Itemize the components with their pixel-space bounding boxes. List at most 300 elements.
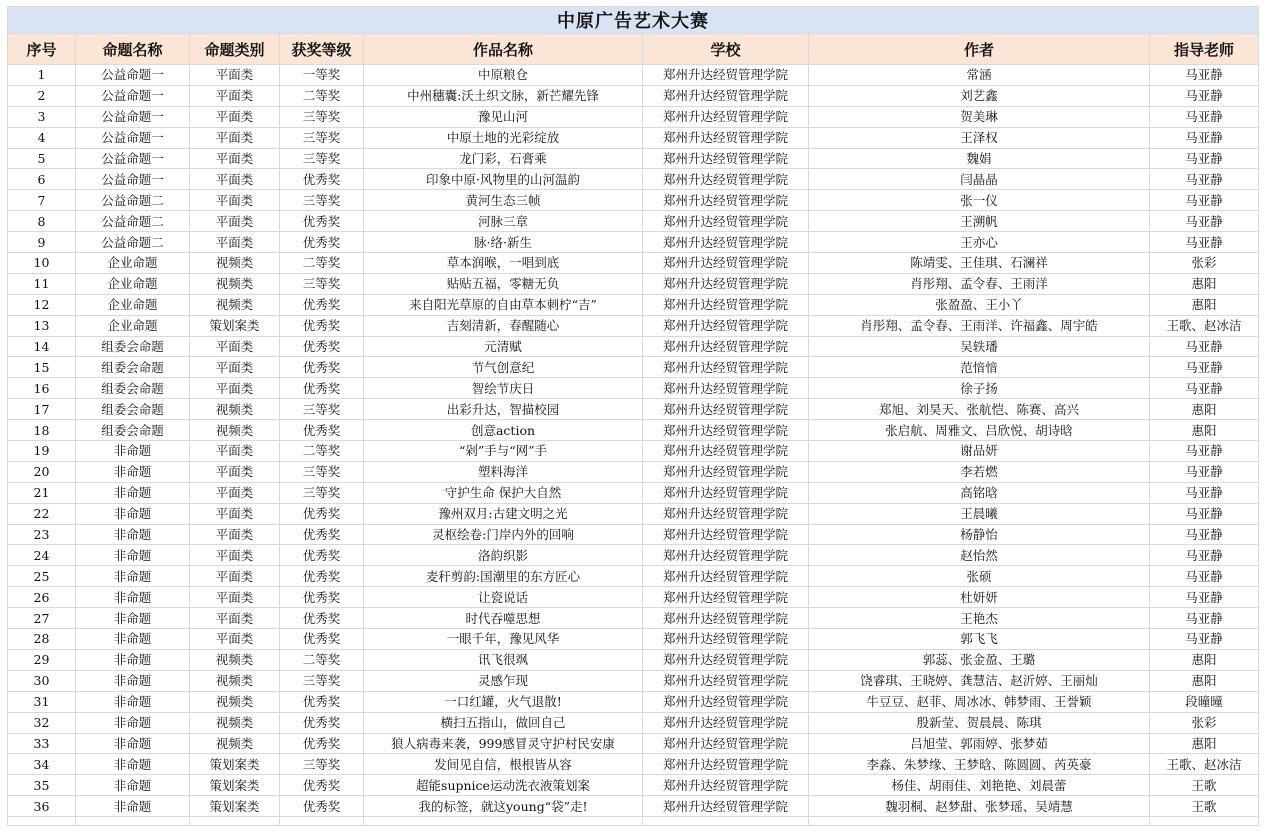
cell-school[interactable]: 郑州升达经贸管理学院: [643, 148, 809, 169]
column-header-authors[interactable]: 作者: [809, 34, 1150, 65]
cell-index[interactable]: 9: [8, 232, 76, 253]
cell-authors[interactable]: 张一仪: [809, 190, 1150, 211]
cell-advisor[interactable]: 张彩: [1150, 712, 1259, 733]
cell-topic-category[interactable]: 视频类: [190, 420, 280, 441]
cell-authors[interactable]: 谢品妍: [809, 441, 1150, 462]
cell-advisor[interactable]: 惠阳: [1150, 420, 1259, 441]
cell-work-title[interactable]: 灵枢绘卷:门岸内外的回响: [364, 524, 643, 545]
cell-school[interactable]: 郑州升达经贸管理学院: [643, 315, 809, 336]
cell-topic-category[interactable]: 平面类: [190, 629, 280, 650]
cell-award-level[interactable]: 三等奖: [280, 399, 364, 420]
cell-topic-name[interactable]: 非命题: [76, 441, 190, 462]
cell-work-title[interactable]: 龙门彩，石膏乘: [364, 148, 643, 169]
cell-advisor[interactable]: 马亚静: [1150, 85, 1259, 106]
cell-award-level[interactable]: 三等奖: [280, 461, 364, 482]
cell-topic-name[interactable]: 企业命题: [76, 315, 190, 336]
cell-work-title[interactable]: 豫见山河: [364, 106, 643, 127]
cell-topic-category[interactable]: 平面类: [190, 336, 280, 357]
cell-topic-category[interactable]: 视频类: [190, 691, 280, 712]
cell-topic-name[interactable]: 非命题: [76, 712, 190, 733]
cell-index[interactable]: 12: [8, 294, 76, 315]
cell-topic-name[interactable]: 非命题: [76, 608, 190, 629]
empty-cell[interactable]: [280, 817, 364, 826]
cell-school[interactable]: 郑州升达经贸管理学院: [643, 503, 809, 524]
cell-work-title[interactable]: 贴贴五福，零糖无负: [364, 273, 643, 294]
cell-index[interactable]: 25: [8, 566, 76, 587]
cell-authors[interactable]: 郑旭、刘昊天、张航恺、陈赛、高兴: [809, 399, 1150, 420]
cell-work-title[interactable]: 一眼千年，豫见风华: [364, 629, 643, 650]
cell-school[interactable]: 郑州升达经贸管理学院: [643, 733, 809, 754]
cell-work-title[interactable]: 创意action: [364, 420, 643, 441]
cell-topic-name[interactable]: 公益命题二: [76, 190, 190, 211]
cell-work-title[interactable]: 我的标签，就这young“袋”走!: [364, 796, 643, 817]
column-header-award-level[interactable]: 获奖等级: [280, 34, 364, 65]
cell-award-level[interactable]: 三等奖: [280, 190, 364, 211]
cell-award-level[interactable]: 二等奖: [280, 85, 364, 106]
cell-advisor[interactable]: 马亚静: [1150, 482, 1259, 503]
cell-index[interactable]: 32: [8, 712, 76, 733]
cell-topic-category[interactable]: 平面类: [190, 211, 280, 232]
cell-authors[interactable]: 杜妍妍: [809, 587, 1150, 608]
cell-award-level[interactable]: 三等奖: [280, 754, 364, 775]
cell-index[interactable]: 35: [8, 775, 76, 796]
cell-authors[interactable]: 范愔愔: [809, 357, 1150, 378]
cell-topic-name[interactable]: 公益命题一: [76, 85, 190, 106]
cell-topic-category[interactable]: 平面类: [190, 169, 280, 190]
cell-topic-category[interactable]: 平面类: [190, 608, 280, 629]
cell-topic-name[interactable]: 非命题: [76, 566, 190, 587]
cell-advisor[interactable]: 马亚静: [1150, 629, 1259, 650]
cell-school[interactable]: 郑州升达经贸管理学院: [643, 629, 809, 650]
cell-topic-category[interactable]: 平面类: [190, 587, 280, 608]
cell-work-title[interactable]: 发间见自信，根根皆从容: [364, 754, 643, 775]
cell-award-level[interactable]: 优秀奖: [280, 524, 364, 545]
cell-topic-category[interactable]: 平面类: [190, 566, 280, 587]
cell-topic-name[interactable]: 组委会命题: [76, 420, 190, 441]
cell-topic-name[interactable]: 公益命题一: [76, 127, 190, 148]
cell-topic-name[interactable]: 非命题: [76, 461, 190, 482]
cell-work-title[interactable]: 塑料海洋: [364, 461, 643, 482]
cell-topic-category[interactable]: 视频类: [190, 670, 280, 691]
empty-cell[interactable]: [190, 817, 280, 826]
cell-authors[interactable]: 李淼、朱梦缘、王梦晗、陈圆圆、芮英豪: [809, 754, 1150, 775]
cell-school[interactable]: 郑州升达经贸管理学院: [643, 190, 809, 211]
cell-topic-category[interactable]: 视频类: [190, 649, 280, 670]
cell-index[interactable]: 19: [8, 441, 76, 462]
column-header-advisor[interactable]: 指导老师: [1150, 34, 1259, 65]
cell-authors[interactable]: 杨静怡: [809, 524, 1150, 545]
cell-index[interactable]: 18: [8, 420, 76, 441]
cell-index[interactable]: 27: [8, 608, 76, 629]
cell-school[interactable]: 郑州升达经贸管理学院: [643, 420, 809, 441]
cell-advisor[interactable]: 惠阳: [1150, 399, 1259, 420]
cell-index[interactable]: 22: [8, 503, 76, 524]
cell-index[interactable]: 15: [8, 357, 76, 378]
cell-index[interactable]: 28: [8, 629, 76, 650]
cell-work-title[interactable]: 讯飞很飒: [364, 649, 643, 670]
cell-topic-category[interactable]: 视频类: [190, 253, 280, 274]
cell-index[interactable]: 26: [8, 587, 76, 608]
cell-advisor[interactable]: 马亚静: [1150, 169, 1259, 190]
cell-topic-category[interactable]: 平面类: [190, 378, 280, 399]
cell-index[interactable]: 23: [8, 524, 76, 545]
cell-work-title[interactable]: 中原土地的光彩绽放: [364, 127, 643, 148]
cell-authors[interactable]: 王溯帆: [809, 211, 1150, 232]
cell-school[interactable]: 郑州升达经贸管理学院: [643, 608, 809, 629]
cell-award-level[interactable]: 三等奖: [280, 106, 364, 127]
cell-topic-name[interactable]: 非命题: [76, 629, 190, 650]
cell-index[interactable]: 31: [8, 691, 76, 712]
cell-authors[interactable]: 魏羽桐、赵梦甜、张梦瑶、吴靖慧: [809, 796, 1150, 817]
cell-topic-category[interactable]: 视频类: [190, 399, 280, 420]
empty-cell[interactable]: [1150, 817, 1259, 826]
cell-authors[interactable]: 李若燃: [809, 461, 1150, 482]
cell-topic-category[interactable]: 策划案类: [190, 754, 280, 775]
cell-authors[interactable]: 杨佳、胡雨佳、刘艳艳、刘晨蕾: [809, 775, 1150, 796]
cell-work-title[interactable]: 横扫五指山，做回自己: [364, 712, 643, 733]
cell-school[interactable]: 郑州升达经贸管理学院: [643, 399, 809, 420]
cell-award-level[interactable]: 优秀奖: [280, 691, 364, 712]
cell-work-title[interactable]: 中州穗囊:沃土织文脉，新芒耀先锋: [364, 85, 643, 106]
cell-school[interactable]: 郑州升达经贸管理学院: [643, 691, 809, 712]
cell-topic-category[interactable]: 平面类: [190, 524, 280, 545]
cell-index[interactable]: 5: [8, 148, 76, 169]
empty-cell[interactable]: [76, 817, 190, 826]
cell-authors[interactable]: 郭飞飞: [809, 629, 1150, 650]
cell-topic-category[interactable]: 平面类: [190, 357, 280, 378]
empty-cell[interactable]: [643, 817, 809, 826]
cell-advisor[interactable]: 马亚静: [1150, 211, 1259, 232]
cell-authors[interactable]: 郭蕊、张金盈、王璐: [809, 649, 1150, 670]
cell-advisor[interactable]: 惠阳: [1150, 670, 1259, 691]
cell-award-level[interactable]: 优秀奖: [280, 378, 364, 399]
cell-authors[interactable]: 王艳杰: [809, 608, 1150, 629]
cell-index[interactable]: 11: [8, 273, 76, 294]
cell-award-level[interactable]: 三等奖: [280, 670, 364, 691]
cell-authors[interactable]: 殷新莹、贺晨晨、陈琪: [809, 712, 1150, 733]
cell-advisor[interactable]: 王歌: [1150, 775, 1259, 796]
cell-topic-name[interactable]: 组委会命题: [76, 378, 190, 399]
cell-school[interactable]: 郑州升达经贸管理学院: [643, 545, 809, 566]
cell-authors[interactable]: 徐子扬: [809, 378, 1150, 399]
cell-advisor[interactable]: 马亚静: [1150, 65, 1259, 86]
cell-topic-name[interactable]: 非命题: [76, 649, 190, 670]
cell-award-level[interactable]: 优秀奖: [280, 315, 364, 336]
cell-advisor[interactable]: 马亚静: [1150, 127, 1259, 148]
cell-index[interactable]: 20: [8, 461, 76, 482]
cell-topic-name[interactable]: 非命题: [76, 524, 190, 545]
cell-topic-name[interactable]: 公益命题一: [76, 148, 190, 169]
cell-work-title[interactable]: 中原粮仓: [364, 65, 643, 86]
cell-topic-name[interactable]: 公益命题二: [76, 211, 190, 232]
cell-advisor[interactable]: 马亚静: [1150, 461, 1259, 482]
cell-award-level[interactable]: 二等奖: [280, 253, 364, 274]
cell-advisor[interactable]: 马亚静: [1150, 545, 1259, 566]
cell-authors[interactable]: 陈靖雯、王佳琪、石澜祥: [809, 253, 1150, 274]
cell-work-title[interactable]: 让瓷说话: [364, 587, 643, 608]
cell-work-title[interactable]: 黄河生态三帧: [364, 190, 643, 211]
column-header-topic-name[interactable]: 命题名称: [76, 34, 190, 65]
cell-work-title[interactable]: 狼人病毒来袭，999感冒灵守护村民安康: [364, 733, 643, 754]
cell-school[interactable]: 郑州升达经贸管理学院: [643, 524, 809, 545]
cell-topic-category[interactable]: 平面类: [190, 441, 280, 462]
cell-advisor[interactable]: 王歌、赵冰洁: [1150, 315, 1259, 336]
cell-advisor[interactable]: 王歌、赵冰洁: [1150, 754, 1259, 775]
cell-authors[interactable]: 赵怡然: [809, 545, 1150, 566]
cell-work-title[interactable]: 节气创意纪: [364, 357, 643, 378]
cell-award-level[interactable]: 优秀奖: [280, 169, 364, 190]
cell-award-level[interactable]: 优秀奖: [280, 712, 364, 733]
empty-cell[interactable]: [364, 817, 643, 826]
cell-topic-name[interactable]: 非命题: [76, 545, 190, 566]
cell-advisor[interactable]: 马亚静: [1150, 357, 1259, 378]
cell-advisor[interactable]: 马亚静: [1150, 503, 1259, 524]
cell-school[interactable]: 郑州升达经贸管理学院: [643, 649, 809, 670]
cell-work-title[interactable]: 麦秆剪韵:国潮里的东方匠心: [364, 566, 643, 587]
cell-topic-name[interactable]: 组委会命题: [76, 336, 190, 357]
cell-award-level[interactable]: 优秀奖: [280, 733, 364, 754]
cell-topic-name[interactable]: 公益命题二: [76, 232, 190, 253]
column-header-topic-category[interactable]: 命题类别: [190, 34, 280, 65]
cell-advisor[interactable]: 马亚静: [1150, 336, 1259, 357]
cell-authors[interactable]: 常涵: [809, 65, 1150, 86]
cell-work-title[interactable]: 印象中原·风物里的山河温韵: [364, 169, 643, 190]
cell-school[interactable]: 郑州升达经贸管理学院: [643, 273, 809, 294]
cell-school[interactable]: 郑州升达经贸管理学院: [643, 754, 809, 775]
cell-topic-category[interactable]: 平面类: [190, 232, 280, 253]
cell-award-level[interactable]: 优秀奖: [280, 566, 364, 587]
cell-topic-name[interactable]: 公益命题一: [76, 169, 190, 190]
cell-topic-name[interactable]: 非命题: [76, 482, 190, 503]
cell-advisor[interactable]: 马亚静: [1150, 587, 1259, 608]
cell-index[interactable]: 33: [8, 733, 76, 754]
cell-index[interactable]: 30: [8, 670, 76, 691]
cell-school[interactable]: 郑州升达经贸管理学院: [643, 775, 809, 796]
cell-topic-name[interactable]: 企业命题: [76, 294, 190, 315]
cell-school[interactable]: 郑州升达经贸管理学院: [643, 169, 809, 190]
cell-work-title[interactable]: “剁”手与“网”手: [364, 441, 643, 462]
cell-award-level[interactable]: 优秀奖: [280, 796, 364, 817]
cell-topic-category[interactable]: 平面类: [190, 482, 280, 503]
cell-award-level[interactable]: 二等奖: [280, 649, 364, 670]
cell-index[interactable]: 24: [8, 545, 76, 566]
cell-topic-name[interactable]: 非命题: [76, 670, 190, 691]
cell-topic-category[interactable]: 视频类: [190, 294, 280, 315]
cell-award-level[interactable]: 优秀奖: [280, 357, 364, 378]
cell-topic-name[interactable]: 非命题: [76, 503, 190, 524]
cell-award-level[interactable]: 优秀奖: [280, 336, 364, 357]
cell-advisor[interactable]: 马亚静: [1150, 378, 1259, 399]
cell-topic-category[interactable]: 策划案类: [190, 796, 280, 817]
cell-index[interactable]: 8: [8, 211, 76, 232]
cell-topic-name[interactable]: 组委会命题: [76, 357, 190, 378]
cell-index[interactable]: 6: [8, 169, 76, 190]
cell-school[interactable]: 郑州升达经贸管理学院: [643, 127, 809, 148]
cell-school[interactable]: 郑州升达经贸管理学院: [643, 253, 809, 274]
cell-advisor[interactable]: 马亚静: [1150, 441, 1259, 462]
cell-award-level[interactable]: 三等奖: [280, 273, 364, 294]
cell-school[interactable]: 郑州升达经贸管理学院: [643, 670, 809, 691]
cell-school[interactable]: 郑州升达经贸管理学院: [643, 461, 809, 482]
column-header-school[interactable]: 学校: [643, 34, 809, 65]
cell-advisor[interactable]: 王歌: [1150, 796, 1259, 817]
cell-award-level[interactable]: 优秀奖: [280, 608, 364, 629]
cell-school[interactable]: 郑州升达经贸管理学院: [643, 441, 809, 462]
cell-award-level[interactable]: 三等奖: [280, 148, 364, 169]
cell-school[interactable]: 郑州升达经贸管理学院: [643, 294, 809, 315]
cell-topic-category[interactable]: 平面类: [190, 85, 280, 106]
cell-index[interactable]: 14: [8, 336, 76, 357]
cell-advisor[interactable]: 马亚静: [1150, 148, 1259, 169]
column-header-work-title[interactable]: 作品名称: [364, 34, 643, 65]
cell-school[interactable]: 郑州升达经贸管理学院: [643, 336, 809, 357]
cell-index[interactable]: 29: [8, 649, 76, 670]
cell-authors[interactable]: 吴轶璠: [809, 336, 1150, 357]
cell-school[interactable]: 郑州升达经贸管理学院: [643, 85, 809, 106]
cell-topic-category[interactable]: 策划案类: [190, 315, 280, 336]
cell-award-level[interactable]: 优秀奖: [280, 545, 364, 566]
cell-topic-category[interactable]: 视频类: [190, 733, 280, 754]
empty-cell[interactable]: [8, 817, 76, 826]
cell-topic-name[interactable]: 公益命题一: [76, 65, 190, 86]
cell-topic-name[interactable]: 企业命题: [76, 253, 190, 274]
cell-authors[interactable]: 高铭晗: [809, 482, 1150, 503]
cell-work-title[interactable]: 河脉三章: [364, 211, 643, 232]
cell-topic-category[interactable]: 平面类: [190, 148, 280, 169]
cell-advisor[interactable]: 张彩: [1150, 253, 1259, 274]
cell-authors[interactable]: 闫晶晶: [809, 169, 1150, 190]
cell-authors[interactable]: 王亦心: [809, 232, 1150, 253]
cell-advisor[interactable]: 惠阳: [1150, 649, 1259, 670]
cell-index[interactable]: 21: [8, 482, 76, 503]
cell-school[interactable]: 郑州升达经贸管理学院: [643, 566, 809, 587]
cell-topic-category[interactable]: 平面类: [190, 503, 280, 524]
cell-school[interactable]: 郑州升达经贸管理学院: [643, 482, 809, 503]
cell-index[interactable]: 34: [8, 754, 76, 775]
cell-topic-category[interactable]: 平面类: [190, 545, 280, 566]
cell-authors[interactable]: 王泽权: [809, 127, 1150, 148]
cell-work-title[interactable]: 元清赋: [364, 336, 643, 357]
cell-topic-category[interactable]: 平面类: [190, 190, 280, 211]
cell-topic-category[interactable]: 策划案类: [190, 775, 280, 796]
cell-work-title[interactable]: 出彩升达，智描校园: [364, 399, 643, 420]
cell-authors[interactable]: 贺美琳: [809, 106, 1150, 127]
cell-award-level[interactable]: 一等奖: [280, 65, 364, 86]
cell-award-level[interactable]: 优秀奖: [280, 629, 364, 650]
cell-school[interactable]: 郑州升达经贸管理学院: [643, 106, 809, 127]
cell-authors[interactable]: 肖彤翔、孟令春、王雨洋、许福鑫、周宇皓: [809, 315, 1150, 336]
cell-school[interactable]: 郑州升达经贸管理学院: [643, 378, 809, 399]
cell-index[interactable]: 4: [8, 127, 76, 148]
cell-work-title[interactable]: 超能supnice运动洗衣液策划案: [364, 775, 643, 796]
cell-work-title[interactable]: 脉·络·新生: [364, 232, 643, 253]
cell-topic-name[interactable]: 非命题: [76, 775, 190, 796]
cell-advisor[interactable]: 马亚静: [1150, 190, 1259, 211]
cell-topic-category[interactable]: 视频类: [190, 712, 280, 733]
cell-topic-name[interactable]: 公益命题一: [76, 106, 190, 127]
cell-award-level[interactable]: 优秀奖: [280, 420, 364, 441]
cell-topic-name[interactable]: 组委会命题: [76, 399, 190, 420]
cell-index[interactable]: 7: [8, 190, 76, 211]
cell-authors[interactable]: 张盈盈、王小丫: [809, 294, 1150, 315]
cell-work-title[interactable]: 吉刻清新，春醒随心: [364, 315, 643, 336]
cell-index[interactable]: 36: [8, 796, 76, 817]
cell-topic-name[interactable]: 非命题: [76, 754, 190, 775]
empty-cell[interactable]: [809, 817, 1150, 826]
cell-topic-name[interactable]: 非命题: [76, 733, 190, 754]
cell-school[interactable]: 郑州升达经贸管理学院: [643, 65, 809, 86]
cell-advisor[interactable]: 马亚静: [1150, 608, 1259, 629]
cell-school[interactable]: 郑州升达经贸管理学院: [643, 357, 809, 378]
cell-work-title[interactable]: 来自阳光草原的自由草本刺柠“吉”: [364, 294, 643, 315]
cell-award-level[interactable]: 优秀奖: [280, 294, 364, 315]
cell-work-title[interactable]: 时代吞噬思想: [364, 608, 643, 629]
cell-index[interactable]: 16: [8, 378, 76, 399]
cell-advisor[interactable]: 段曈曈: [1150, 691, 1259, 712]
cell-topic-category[interactable]: 视频类: [190, 273, 280, 294]
column-header-index[interactable]: 序号: [8, 34, 76, 65]
cell-advisor[interactable]: 惠阳: [1150, 273, 1259, 294]
cell-authors[interactable]: 肖彤翔、孟令春、王雨洋: [809, 273, 1150, 294]
cell-work-title[interactable]: 灵感乍现: [364, 670, 643, 691]
cell-authors[interactable]: 张硕: [809, 566, 1150, 587]
cell-award-level[interactable]: 优秀奖: [280, 775, 364, 796]
cell-work-title[interactable]: 洛韵织影: [364, 545, 643, 566]
cell-advisor[interactable]: 马亚静: [1150, 524, 1259, 545]
cell-advisor[interactable]: 惠阳: [1150, 733, 1259, 754]
cell-authors[interactable]: 刘艺鑫: [809, 85, 1150, 106]
cell-authors[interactable]: 吕旭莹、郭雨婷、张梦茹: [809, 733, 1150, 754]
cell-authors[interactable]: 牛豆豆、赵菲、周冰冰、韩梦雨、王誉颖: [809, 691, 1150, 712]
cell-work-title[interactable]: 豫州双月:古建文明之光: [364, 503, 643, 524]
cell-award-level[interactable]: 三等奖: [280, 127, 364, 148]
cell-award-level[interactable]: 二等奖: [280, 441, 364, 462]
cell-school[interactable]: 郑州升达经贸管理学院: [643, 712, 809, 733]
cell-advisor[interactable]: 马亚静: [1150, 566, 1259, 587]
cell-topic-category[interactable]: 平面类: [190, 106, 280, 127]
cell-topic-category[interactable]: 平面类: [190, 461, 280, 482]
cell-award-level[interactable]: 优秀奖: [280, 503, 364, 524]
cell-topic-name[interactable]: 非命题: [76, 691, 190, 712]
cell-authors[interactable]: 魏娟: [809, 148, 1150, 169]
cell-award-level[interactable]: 优秀奖: [280, 587, 364, 608]
cell-award-level[interactable]: 优秀奖: [280, 211, 364, 232]
cell-topic-name[interactable]: 企业命题: [76, 273, 190, 294]
cell-work-title[interactable]: 智绘节庆日: [364, 378, 643, 399]
cell-school[interactable]: 郑州升达经贸管理学院: [643, 211, 809, 232]
cell-work-title[interactable]: 一口红罐，火气退散!: [364, 691, 643, 712]
cell-topic-category[interactable]: 平面类: [190, 65, 280, 86]
cell-topic-name[interactable]: 非命题: [76, 796, 190, 817]
cell-school[interactable]: 郑州升达经贸管理学院: [643, 796, 809, 817]
cell-work-title[interactable]: 草本润喉，一唱到底: [364, 253, 643, 274]
cell-work-title[interactable]: 守护生命 保护大自然: [364, 482, 643, 503]
cell-school[interactable]: 郑州升达经贸管理学院: [643, 587, 809, 608]
cell-authors[interactable]: 饶睿琪、王晓婷、龚慧洁、赵沂婷、王丽灿: [809, 670, 1150, 691]
cell-index[interactable]: 13: [8, 315, 76, 336]
cell-index[interactable]: 2: [8, 85, 76, 106]
cell-advisor[interactable]: 惠阳: [1150, 294, 1259, 315]
cell-topic-category[interactable]: 平面类: [190, 127, 280, 148]
cell-advisor[interactable]: 马亚静: [1150, 232, 1259, 253]
cell-advisor[interactable]: 马亚静: [1150, 106, 1259, 127]
cell-authors[interactable]: 张启航、周雅文、吕欣悦、胡诗晗: [809, 420, 1150, 441]
cell-award-level[interactable]: 三等奖: [280, 482, 364, 503]
cell-school[interactable]: 郑州升达经贸管理学院: [643, 232, 809, 253]
cell-award-level[interactable]: 优秀奖: [280, 232, 364, 253]
cell-index[interactable]: 3: [8, 106, 76, 127]
cell-index[interactable]: 17: [8, 399, 76, 420]
